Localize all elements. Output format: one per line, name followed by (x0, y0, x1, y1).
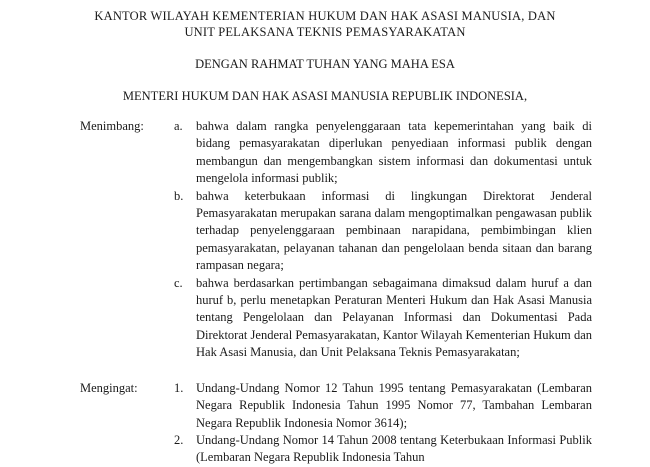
item-marker: b. (174, 188, 184, 203)
clause-label-menimbang: Menimbang: (80, 119, 144, 133)
spacer-after-heading (58, 40, 592, 56)
legal-basis-section (58, 380, 592, 467)
item-marker: 1. (174, 380, 184, 395)
item-text: bahwa dalam rangka penyelenggaraan tata kepemerintahan yang baik di bidang pemasyarakatan diperlukan penyediaan informasi publik dengan membangun dan mengembangkan sistem informasi dan dokumentasi untuk mengelola informasi publik; (196, 119, 592, 186)
item-marker: c. (174, 275, 183, 290)
spacer-between-sections (58, 362, 592, 380)
list-item (174, 188, 592, 275)
list-item (174, 432, 592, 467)
item-marker: 2. (174, 432, 184, 447)
heading-line-2: KANTOR WILAYAH KEMENTERIAN HUKUM DAN HAK ASASI MANUSIA, DAN (94, 9, 556, 23)
spacer-after-invocation (58, 72, 592, 88)
clause-row-mengingat (58, 380, 592, 467)
list-item (174, 380, 592, 432)
authority-line: MENTERI HUKUM DAN HAK ASASI MANUSIA REPUBLIK INDONESIA, (122, 89, 528, 103)
list-item (174, 118, 592, 188)
item-text: bahwa berdasarkan pertimbangan sebagaimana dimaksud dalam huruf a dan huruf b, perlu menetapkan Peraturan Menteri Hukum dan Hak Asasi Manusia tentang Pengelolaan dan Pelayanan Informasi dan Dokumentasi Pada Direktorat Jenderal Pemasyarakatan, Kantor Wilayah Kementerian Hukum dan Hak Asasi Manusia, dan Unit Pelaksana Teknis Pemasyarakatan; (196, 275, 592, 360)
clause-row-menimbang (58, 118, 592, 362)
considerations-section (58, 118, 592, 362)
item-text: Undang-Undang Nomor 14 Tahun 2008 tentang Keterbukaan Informasi Publik (Lembaran Negara Republik Indonesia Tahun (196, 432, 592, 465)
item-text: Undang-Undang Nomor 12 Tahun 1995 tentang Pemasyarakatan (Lembaran Negara Republik Indonesia Tahun 1995 Nomor 77, Tambahan Lembaran Negara Republik Indonesia Nomor 3614); (196, 380, 592, 430)
clause-label-mengingat: Mengingat: (80, 380, 138, 395)
list-item (174, 275, 592, 362)
clause-items-mengingat (174, 380, 592, 467)
item-text: bahwa keterbukaan informasi di lingkungan Direktorat Jenderal Pemasyarakatan merupakan sarana dalam mengoptimalkan pengawasan publik terhadap penyelenggaraan pembinaan narapidana, pembimbingan klien pemasyarakatan, pelayanan tahanan dan pengelolaan benda sitaan dan barang rampasan negara; (196, 188, 592, 273)
heading-line-3: UNIT PELAKSANA TEKNIS PEMASYARAKATAN (184, 25, 466, 39)
document-heading (58, 0, 592, 40)
item-marker: a. (174, 119, 183, 133)
clause-items-menimbang (174, 118, 592, 362)
invocation-line: DENGAN RAHMAT TUHAN YANG MAHA ESA (195, 57, 455, 71)
